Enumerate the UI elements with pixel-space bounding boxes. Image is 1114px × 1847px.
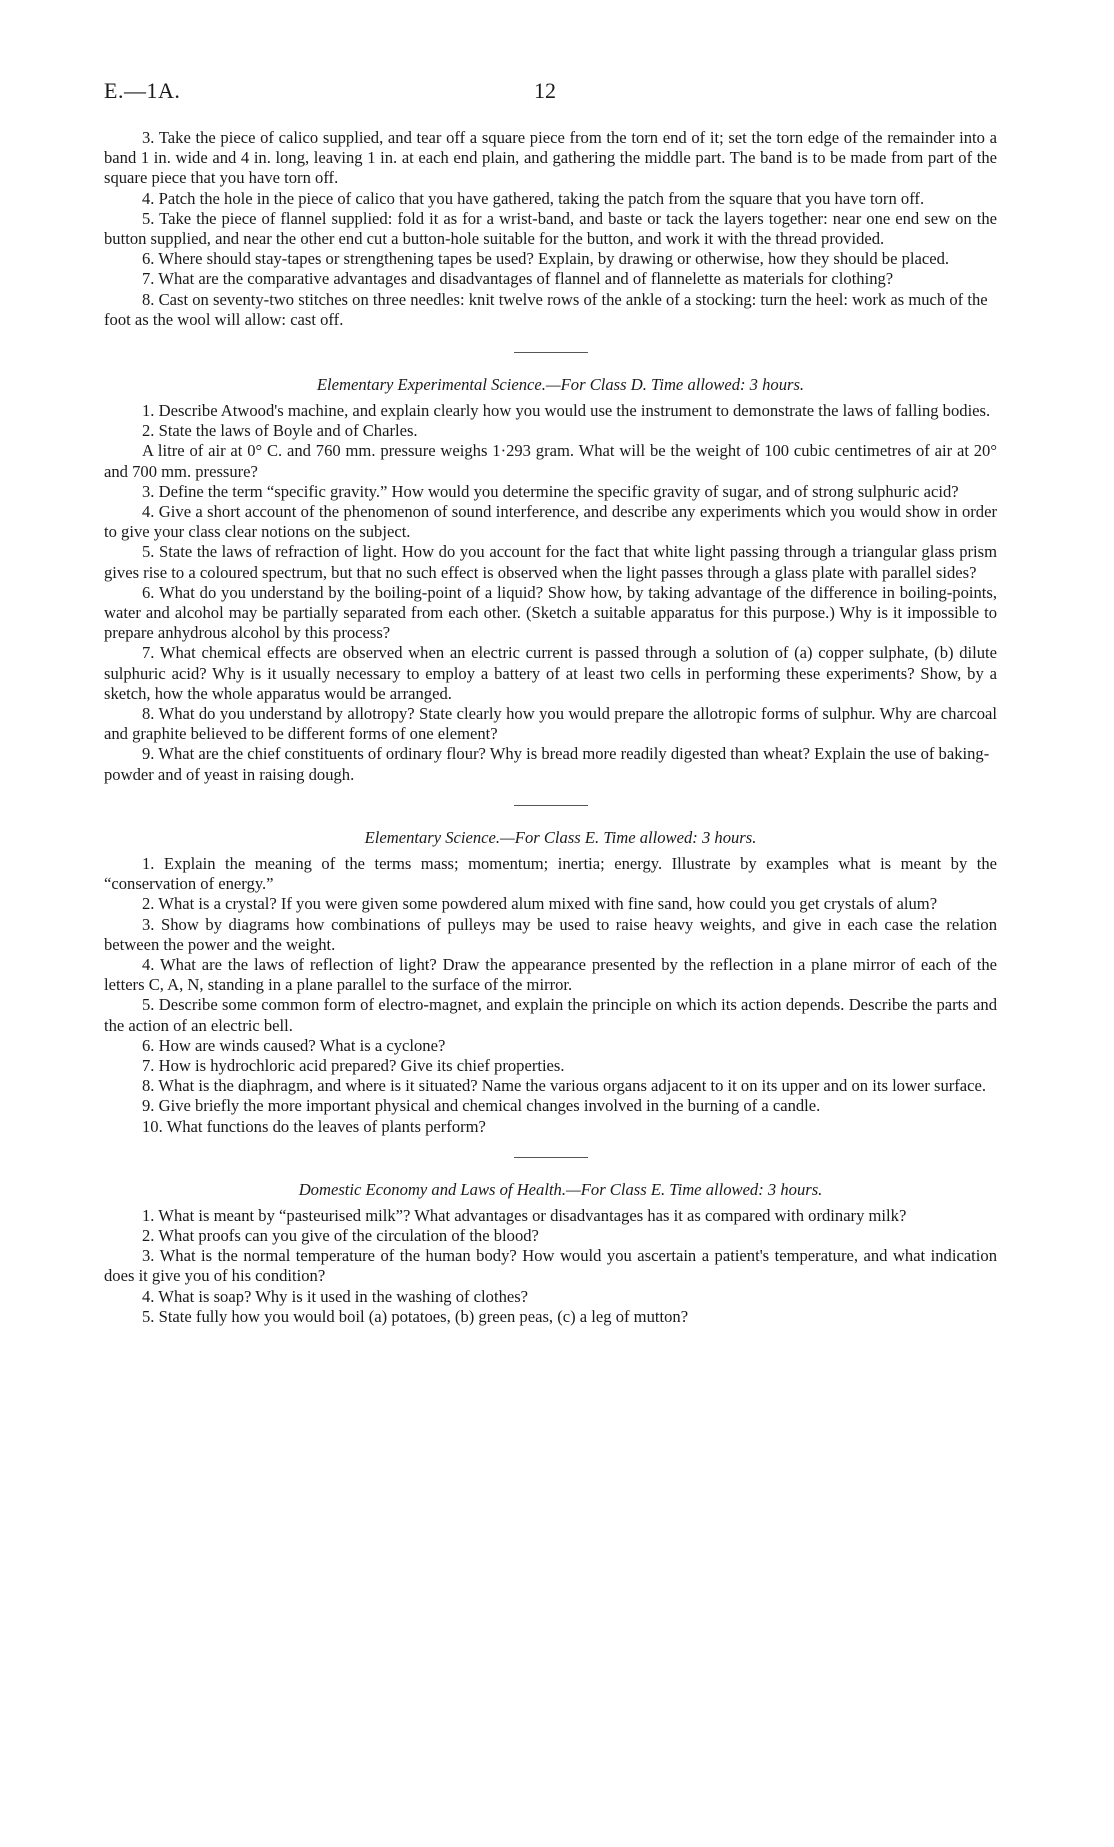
- question-item: 3. Show by diagrams how combinations of pulleys may be used to raise heavy weights, and give in each case the relation between the power and the weight.: [104, 914, 997, 954]
- section-title: Elementary Science.—For Class E. Time allowed: 3 hours.: [364, 827, 757, 847]
- question-item: 6. Where should stay-tapes or strengthening tapes be used? Explain, by drawing or otherwise, how they should be placed.: [142, 249, 950, 269]
- elementary-science-section: [104, 828, 997, 1137]
- question-item: 7. What chemical effects are observed when an electric current is passed through a solution of (a) copper sulphate, (b) dilute sulphuric acid? Why is it usually necessary to employ a battery of at least two cells in performing these experiments? Show, by a sketch, how the whole apparatus would be arranged.: [104, 643, 997, 703]
- question-item: 6. What do you understand by the boiling-point of a liquid? Show how, by taking advantage of the difference in boiling-points, water and alcohol may be partially separated from each other. (Sketch a suitable apparatus for this purpose.) Why is it impossible to prepare anhydrous alcohol by this process?: [104, 582, 997, 643]
- question-item: 1. Explain the meaning of the terms mass; momentum; inertia; energy. Illustrate by examples what is meant by the “conservation of energy.”: [104, 853, 997, 894]
- section-title: Domestic Economy and Laws of Health.—For Class E. Time allowed: 3 hours.: [298, 1179, 823, 1199]
- question-item: 2. What proofs can you give of the circulation of the blood?: [142, 1225, 539, 1245]
- question-item: 2. State the laws of Boyle and of Charles.: [142, 421, 418, 441]
- question-item: 1. What is meant by “pasteurised milk”? What advantages or disadvantages has it as compared with ordinary milk?: [142, 1205, 907, 1225]
- question-item: 8. What do you understand by allotropy? State clearly how you would prepare the allotropic forms of sulphur. Why are charcoal and graphite believed to be different forms of one element?: [104, 704, 997, 744]
- question-item: 3. Define the term “specific gravity.” How would you determine the specific gravity of sugar, and of strong sulphuric acid?: [142, 481, 959, 501]
- question-item: A litre of air at 0° C. and 760 mm. pressure weighs 1·293 gram. What will be the weight of 100 cubic centimetres of air at 20° and 700 mm. pressure?: [104, 441, 997, 481]
- experimental-science-section: [104, 375, 997, 785]
- question-item: 10. What functions do the leaves of plants perform?: [142, 1116, 486, 1136]
- question-item: 7. How is hydrochloric acid prepared? Give its chief properties.: [142, 1055, 565, 1075]
- question-item: 3. Take the piece of calico supplied, and tear off a square piece from the torn end of it; set the torn edge of the remainder into a band 1 in. wide and 4 in. long, leaving 1 in. at each end plain, and gathering the middle part. The band is to be made from part of the square piece that you have torn off.: [104, 128, 997, 188]
- page-header: [104, 78, 1004, 108]
- question-item: 8. Cast on seventy-two stitches on three needles: knit twelve rows of the ankle of a stocking: turn the heel: work as much of the foot as the wool will allow: cast off.: [104, 289, 988, 329]
- question-item: 9. Give briefly the more important physical and chemical changes involved in the burning of a candle.: [142, 1096, 821, 1116]
- question-item: 7. What are the comparative advantages and disadvantages of flannel and of flannelette as materials for clothing?: [142, 269, 894, 289]
- report-reference: E.—1A.: [104, 78, 181, 103]
- question-item: 5. Describe some common form of electro-magnet, and explain the principle on which its action depends. Describe the parts and the action of an electric bell.: [104, 995, 997, 1035]
- section-title: Elementary Experimental Science.—For Class D. Time allowed: 3 hours.: [316, 375, 805, 395]
- question-item: 3. What is the normal temperature of the human body? How would you ascertain a patient's temperature, and what indication does it give you of his condition?: [104, 1246, 997, 1286]
- question-item: 4. Give a short account of the phenomenon of sound interference, and describe any experiments which you would show in order to give your class clear notions on the subject.: [104, 502, 997, 542]
- question-item: 1. Describe Atwood's machine, and explain clearly how you would use the instrument to demonstrate the laws of falling bodies.: [142, 401, 991, 421]
- page-content: [104, 128, 997, 1327]
- question-item: 5. Take the piece of flannel supplied: fold it as for a wrist-band, and baste or tack the layers together: near one end sew on the button supplied, and near the other end cut a button-hole suitable for the button, and work it with the thread provided.: [104, 208, 997, 249]
- question-item: 5. State the laws of refraction of light. How do you account for the fact that white light passing through a triangular glass prism gives rise to a coloured spectrum, but that no such effect is observed when the light passes through a glass plate with parallel sides?: [104, 542, 997, 582]
- page-number: 12: [534, 78, 556, 103]
- question-item: 4. What is soap? Why is it used in the washing of clothes?: [142, 1286, 529, 1306]
- question-item: 5. State fully how you would boil (a) potatoes, (b) green peas, (c) a leg of mutton?: [142, 1306, 689, 1326]
- question-item: 6. How are winds caused? What is a cyclone?: [142, 1035, 446, 1055]
- question-item: 4. What are the laws of reflection of light? Draw the appearance presented by the reflection in a plane mirror of each of the letters C, A, N, standing in a plane parallel to the surface of the mirror.: [104, 954, 997, 995]
- question-item: 4. Patch the hole in the piece of calico that you have gathered, taking the patch from the square that you have torn off.: [142, 188, 925, 208]
- question-item: 8. What is the diaphragm, and where is it situated? Name the various organs adjacent to it on its upper and on its lower surface.: [142, 1076, 987, 1096]
- question-item: 9. What are the chief constituents of ordinary flour? Why is bread more readily digested than wheat? Explain the use of baking-powder and of yeast in raising dough.: [104, 744, 990, 784]
- needlework-section: [104, 128, 997, 330]
- question-item: 2. What is a crystal? If you were given some powdered alum mixed with fine sand, how could you get crystals of alum?: [142, 894, 938, 914]
- domestic-economy-section: [104, 1180, 997, 1327]
